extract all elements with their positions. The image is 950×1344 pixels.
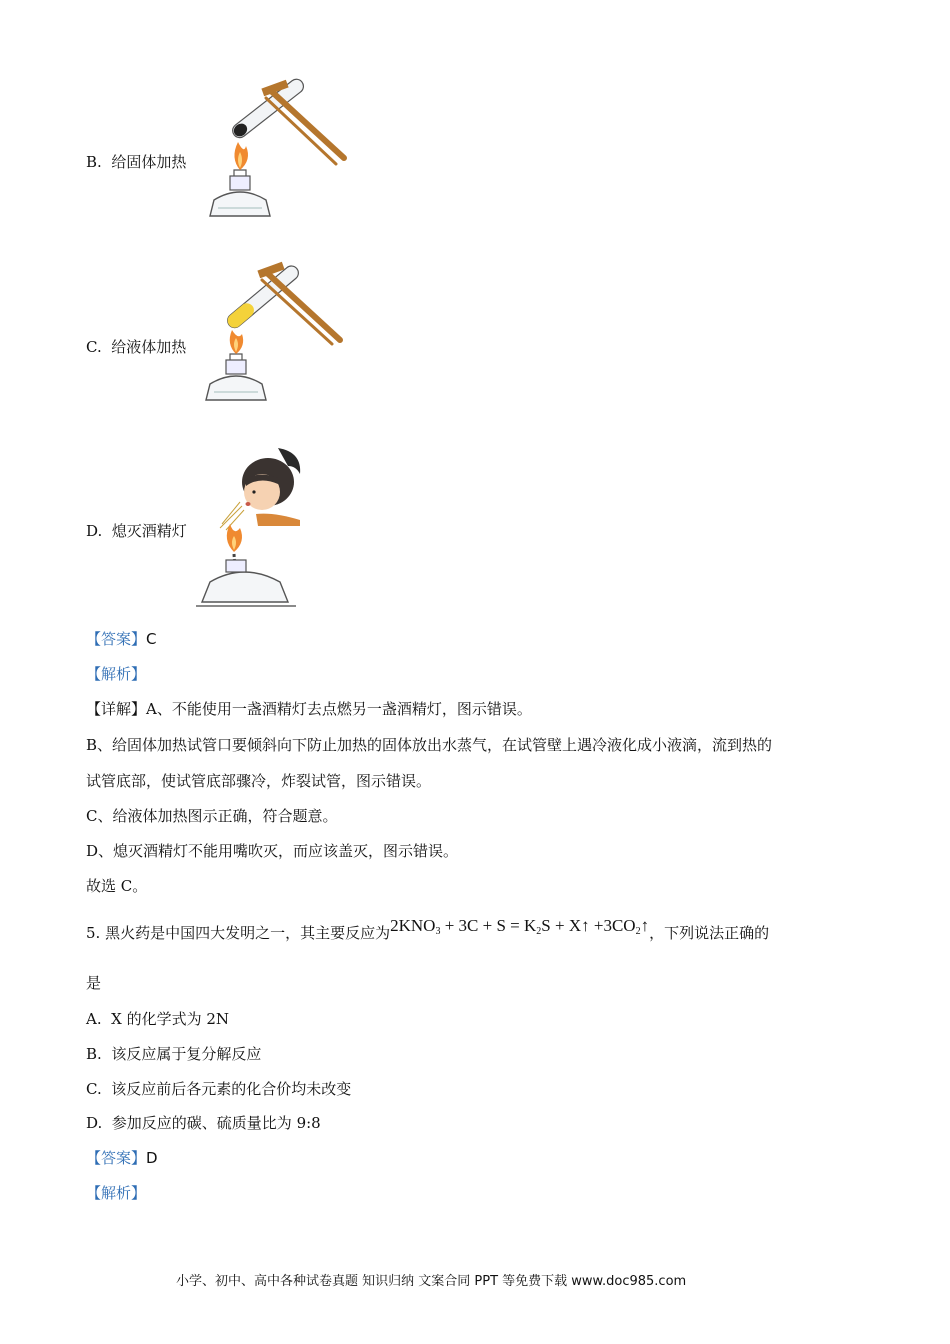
q4-detail-a xyxy=(86,698,532,719)
answer-tag: 【答案】 xyxy=(86,1149,147,1167)
q5-option-a: A. X 的化学式为 2N xyxy=(86,1010,230,1028)
footer-link[interactable]: 小学、初中、高中各种试卷真题 知识归纳 文案合同 PPT 等免费下载 www.doc985.com xyxy=(176,1274,687,1289)
gas-arrow: ↑ xyxy=(640,916,650,935)
q5-stem-suffix: ，下列说法正确的 xyxy=(649,924,770,942)
q4-detail-c: C、给液体加热图示正确，符合题意。 xyxy=(86,807,338,825)
q5-answer-line xyxy=(86,1147,158,1168)
liquid-heating-illustration xyxy=(200,258,350,406)
q4-detail-b-line2: 试管底部，使试管底部骤冷，炸裂试管，图示错误。 xyxy=(86,772,432,790)
q5-option-c: C. 该反应前后各元素的化合价均未改变 xyxy=(86,1080,352,1098)
detail-tag: 【详解】 xyxy=(86,700,147,718)
q5-stem-line2: 是 xyxy=(86,974,102,992)
option-b-label: B. 给固体加热 xyxy=(86,153,187,171)
q4-analysis-tag: 【解析】 xyxy=(86,665,147,683)
option-c-label: C. 给液体加热 xyxy=(86,338,187,356)
q4-detail-b-line1: B、给固体加热试管口要倾斜向下防止加热的固体放出水蒸气，在试管壁上遇冷液化成小液滴，流到热的 xyxy=(86,736,773,754)
q5-option-b: B. 该反应属于复分解反应 xyxy=(86,1045,262,1063)
blowing-out-lamp-illustration xyxy=(196,444,311,609)
q5-stem-prefix: 5. 黑火药是中国四大发明之一，其主要反应为 xyxy=(86,924,391,942)
solid-heating-illustration xyxy=(200,76,350,221)
q4-conclusion: 故选 C。 xyxy=(86,877,148,895)
gas-arrow: ↑ xyxy=(581,916,590,935)
q5-option-d: D. 参加反应的碳、硫质量比为 9:8 xyxy=(86,1114,321,1132)
q4-detail-d: D、熄灭酒精灯不能用嘴吹灭，而应该盖灭，图示错误。 xyxy=(86,842,459,860)
chemical-equation: $2KNO_3 + 3C + S = K_2S$ + X↑ $+3CO_2↑$ xyxy=(390,916,650,937)
answer-value: D xyxy=(146,1149,158,1167)
detail-a-text: A、不能使用一盏酒精灯去点燃另一盏酒精灯，图示错误。 xyxy=(146,700,532,718)
q5-analysis-tag: 【解析】 xyxy=(86,1184,147,1202)
option-d-label: D. 熄灭酒精灯 xyxy=(86,522,187,540)
q5-stem xyxy=(86,916,770,944)
answer-tag: 【答案】 xyxy=(86,630,147,648)
answer-value: C xyxy=(146,630,157,648)
q4-answer-line xyxy=(86,628,157,649)
